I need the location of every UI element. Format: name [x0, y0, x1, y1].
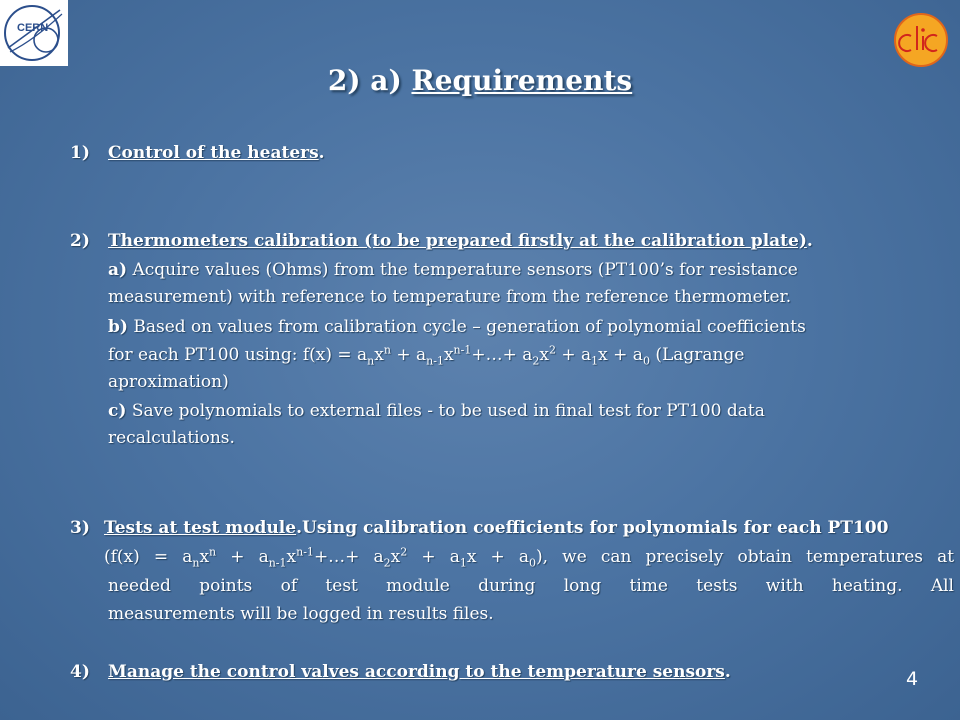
- item-heading: Manage the control valves according to the temperature sensors.: [108, 662, 731, 682]
- title-prefix: 2) a): [327, 64, 402, 97]
- svg-text:CERN: CERN: [17, 22, 49, 34]
- step-c-line-1: c) Save polynomials to external files - to be used in final test for PT100 data: [108, 401, 765, 421]
- cern-logo-icon: [0, 0, 68, 66]
- title-underlined: Requirements: [411, 64, 633, 97]
- step-c-line-2: recalculations.: [108, 428, 235, 448]
- item-heading: Thermometers calibration (to be prepared firstly at the calibration plate).: [108, 231, 813, 251]
- item-heading: Control of the heaters.: [108, 143, 325, 163]
- slide-title: [0, 64, 960, 97]
- item-number: 1): [70, 143, 90, 163]
- item-3-line-4: measurements will be logged in results files.: [108, 604, 494, 624]
- item-heading: Tests at test module.Using calibration coefficients for polynomials for each PT100: [104, 518, 889, 538]
- item-number: 3): [70, 518, 90, 538]
- requirement-item-2: [70, 228, 954, 458]
- clic-logo-icon: [893, 12, 949, 68]
- requirement-item-4: [70, 659, 954, 689]
- step-b-line-1: b) Based on values from calibration cycle – generation of polynomial coefficients: [108, 317, 806, 337]
- clic-logo: [893, 12, 949, 68]
- item-number: 2): [70, 231, 90, 251]
- step-b-line-3: aproximation): [108, 372, 229, 392]
- item-number: 4): [70, 662, 90, 682]
- page-number: 4: [906, 668, 919, 690]
- cern-logo: [0, 0, 68, 66]
- requirement-item-1: [70, 140, 954, 170]
- step-a-line-2: measurement) with reference to temperature from the reference thermometer.: [108, 287, 792, 307]
- step-b-formula-line: for each PT100 using: $f(x) = a_nx^n$ + $a_{n-1}x^{n-1}+\dots+ a_2x^2 + a_1x + a_0$ (Lagrange: [108, 343, 745, 368]
- step-a-line-1: a) Acquire values (Ohms) from the temperature sensors (PT100’s for resistance: [108, 260, 798, 280]
- item-3-formula-line: ($f(x) = a_nx^n$ + $a_{n-1}x^{n-1}+\dots+ a_2x^2 + a_1x + a_0$), we can precisely obtain temperatures at: [104, 545, 955, 570]
- requirement-item-3: [70, 515, 954, 635]
- item-3-line-3: needed points of test module during long time tests with heating. All: [108, 576, 954, 596]
